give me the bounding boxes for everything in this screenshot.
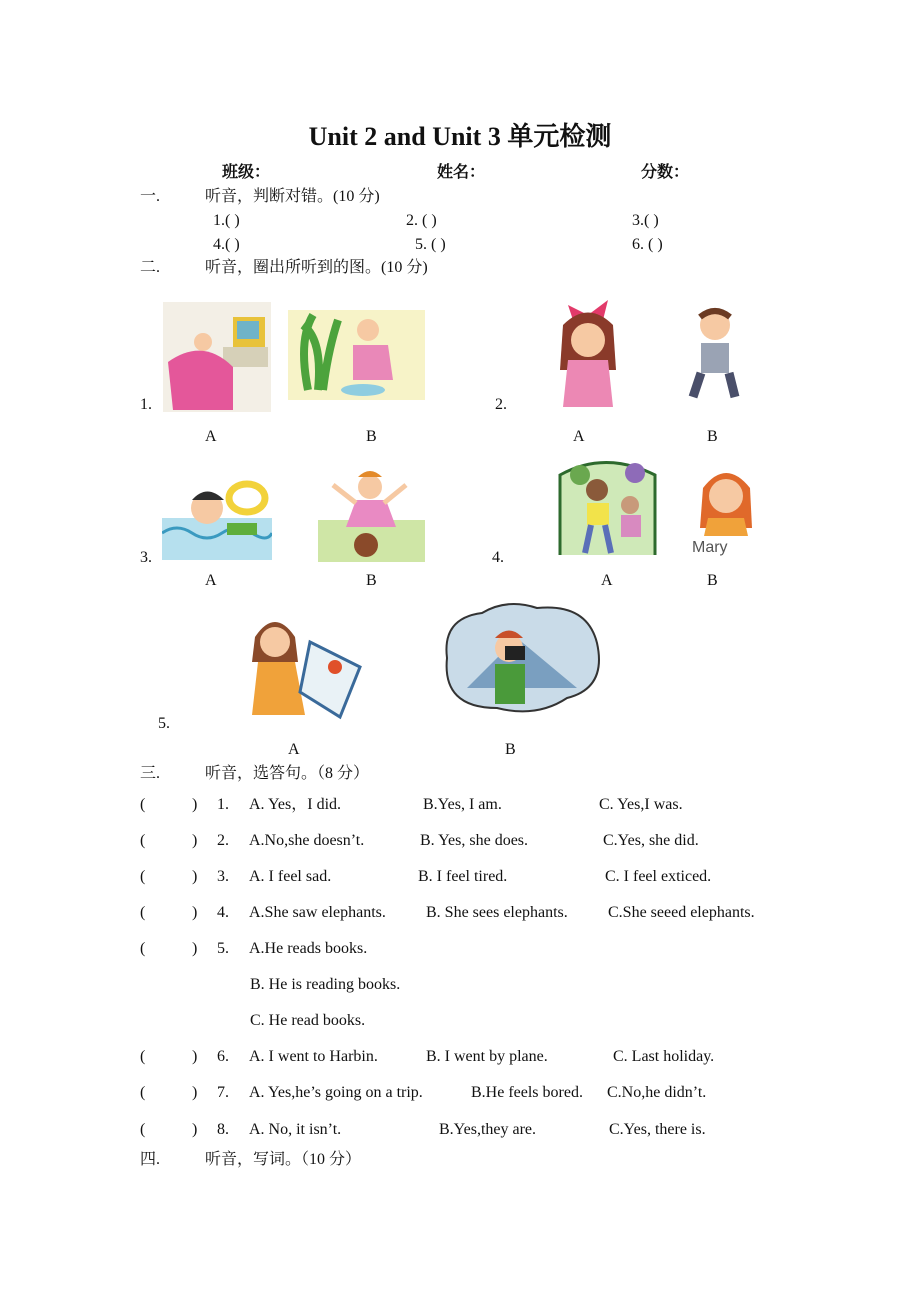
option-b: B. I feel tired. bbox=[418, 868, 508, 885]
picture-scared-girl[interactable] bbox=[548, 295, 628, 410]
question-number: 8. bbox=[217, 1121, 229, 1138]
option-b: B.Yes,they are. bbox=[439, 1121, 537, 1138]
class-label: 班级： bbox=[222, 164, 271, 181]
answer-paren-open[interactable]: ( bbox=[140, 904, 146, 921]
option-c: C. He read books. bbox=[250, 1012, 366, 1029]
answer-paren-close: ) bbox=[192, 832, 198, 849]
answer-blank[interactable]: 3.( ) bbox=[632, 212, 659, 229]
name-label: 姓名： bbox=[437, 164, 486, 181]
answer-blank[interactable]: 2. ( ) bbox=[406, 212, 437, 229]
answer-blank[interactable]: 1.( ) bbox=[213, 212, 240, 229]
question-number: 6. bbox=[217, 1048, 229, 1065]
question-number: 5. bbox=[158, 715, 170, 732]
section-instruction: 听音，选答句。（8 分） bbox=[205, 765, 370, 782]
option-label: A bbox=[601, 572, 613, 589]
picture-worried-boy[interactable] bbox=[683, 305, 748, 402]
question-number: 7. bbox=[217, 1084, 229, 1101]
picture-boy-swimming[interactable] bbox=[162, 478, 272, 560]
section-number: 三. bbox=[140, 765, 161, 782]
option-a: A.She saw elephants. bbox=[249, 904, 386, 921]
option-a: A.No,she doesn’t. bbox=[249, 832, 365, 849]
option-label: A bbox=[205, 428, 217, 445]
answer-paren-open[interactable]: ( bbox=[140, 832, 146, 849]
picture-mary[interactable] bbox=[688, 458, 765, 558]
picture-children-playing[interactable] bbox=[555, 455, 660, 558]
picture-boy-taking-photo[interactable] bbox=[437, 598, 605, 722]
option-c: C. Last holiday. bbox=[613, 1048, 715, 1065]
answer-paren-open[interactable]: ( bbox=[140, 796, 146, 813]
option-c: C.No,he didn’t. bbox=[607, 1084, 707, 1101]
option-c: C.Yes, there is. bbox=[609, 1121, 706, 1138]
option-b: B. I went by plane. bbox=[426, 1048, 548, 1065]
option-b: B. She sees elephants. bbox=[426, 904, 568, 921]
question-number: 5. bbox=[217, 940, 229, 957]
answer-paren-close: ) bbox=[192, 1084, 198, 1101]
answer-blank[interactable]: 4.( ) bbox=[213, 236, 240, 253]
question-number: 4. bbox=[492, 549, 504, 566]
answer-paren-close: ) bbox=[192, 1121, 198, 1138]
option-a: A. No, it isn’t. bbox=[249, 1121, 342, 1138]
answer-blank[interactable]: 6. ( ) bbox=[632, 236, 663, 253]
picture-girl-watching-tv[interactable] bbox=[163, 302, 271, 412]
option-a: A. I went to Harbin. bbox=[249, 1048, 378, 1065]
option-label: A bbox=[288, 741, 300, 758]
option-c: C.Yes, she did. bbox=[603, 832, 699, 849]
option-label: A bbox=[205, 572, 217, 589]
answer-paren-close: ) bbox=[192, 1048, 198, 1065]
option-label: B bbox=[505, 741, 516, 758]
option-b: B. Yes, she does. bbox=[420, 832, 529, 849]
question-number: 2. bbox=[217, 832, 229, 849]
answer-paren-open[interactable]: ( bbox=[140, 868, 146, 885]
option-a: A. Yes,he’s going on a trip. bbox=[249, 1084, 423, 1101]
answer-paren-open[interactable]: ( bbox=[140, 1084, 146, 1101]
picture-girl-watering-plant[interactable] bbox=[288, 310, 425, 400]
question-number: 3. bbox=[140, 549, 152, 566]
answer-paren-close: ) bbox=[192, 868, 198, 885]
section-number: 一. bbox=[140, 188, 161, 205]
page-title: Unit 2 and Unit 3 单元检测 bbox=[308, 122, 612, 151]
answer-paren-open[interactable]: ( bbox=[140, 1121, 146, 1138]
question-number: 4. bbox=[217, 904, 229, 921]
question-number: 1. bbox=[140, 396, 152, 413]
option-b: B.He feels bored. bbox=[471, 1084, 583, 1101]
option-a: A. Yes，I did. bbox=[249, 796, 342, 813]
option-a: A. I feel sad. bbox=[249, 868, 332, 885]
section-instruction: 听音，判断对错。(10 分) bbox=[205, 188, 380, 205]
answer-paren-close: ) bbox=[192, 940, 198, 957]
option-c: C. Yes,I was. bbox=[599, 796, 683, 813]
question-number: 1. bbox=[217, 796, 229, 813]
question-number: 3. bbox=[217, 868, 229, 885]
option-c: C.She seeed elephants. bbox=[608, 904, 755, 921]
picture-girl-painting[interactable] bbox=[250, 607, 368, 720]
section-instruction: 听音，圈出所听到的图。(10 分) bbox=[205, 259, 428, 276]
section-number: 四. bbox=[140, 1151, 161, 1168]
section-number: 二. bbox=[140, 259, 161, 276]
answer-blank[interactable]: 5. ( ) bbox=[415, 236, 446, 253]
answer-paren-open[interactable]: ( bbox=[140, 1048, 146, 1065]
option-label: A bbox=[573, 428, 585, 445]
option-label: B bbox=[707, 428, 718, 445]
answer-paren-open[interactable]: ( bbox=[140, 940, 146, 957]
option-label: B bbox=[366, 572, 377, 589]
question-number: 2. bbox=[495, 396, 507, 413]
option-a: A.He reads books. bbox=[249, 940, 368, 957]
option-label: B bbox=[707, 572, 718, 589]
score-label: 分数： bbox=[641, 164, 690, 181]
answer-paren-close: ) bbox=[192, 904, 198, 921]
option-c: C. I feel exticed. bbox=[605, 868, 712, 885]
option-label: B bbox=[366, 428, 377, 445]
option-b: B. He is reading books. bbox=[250, 976, 401, 993]
picture-girl-jumping[interactable] bbox=[318, 465, 425, 562]
answer-paren-close: ) bbox=[192, 796, 198, 813]
picture-caption: Mary bbox=[692, 539, 728, 556]
option-b: B.Yes, I am. bbox=[423, 796, 502, 813]
section-instruction: 听音，写词。（10 分） bbox=[205, 1151, 362, 1168]
